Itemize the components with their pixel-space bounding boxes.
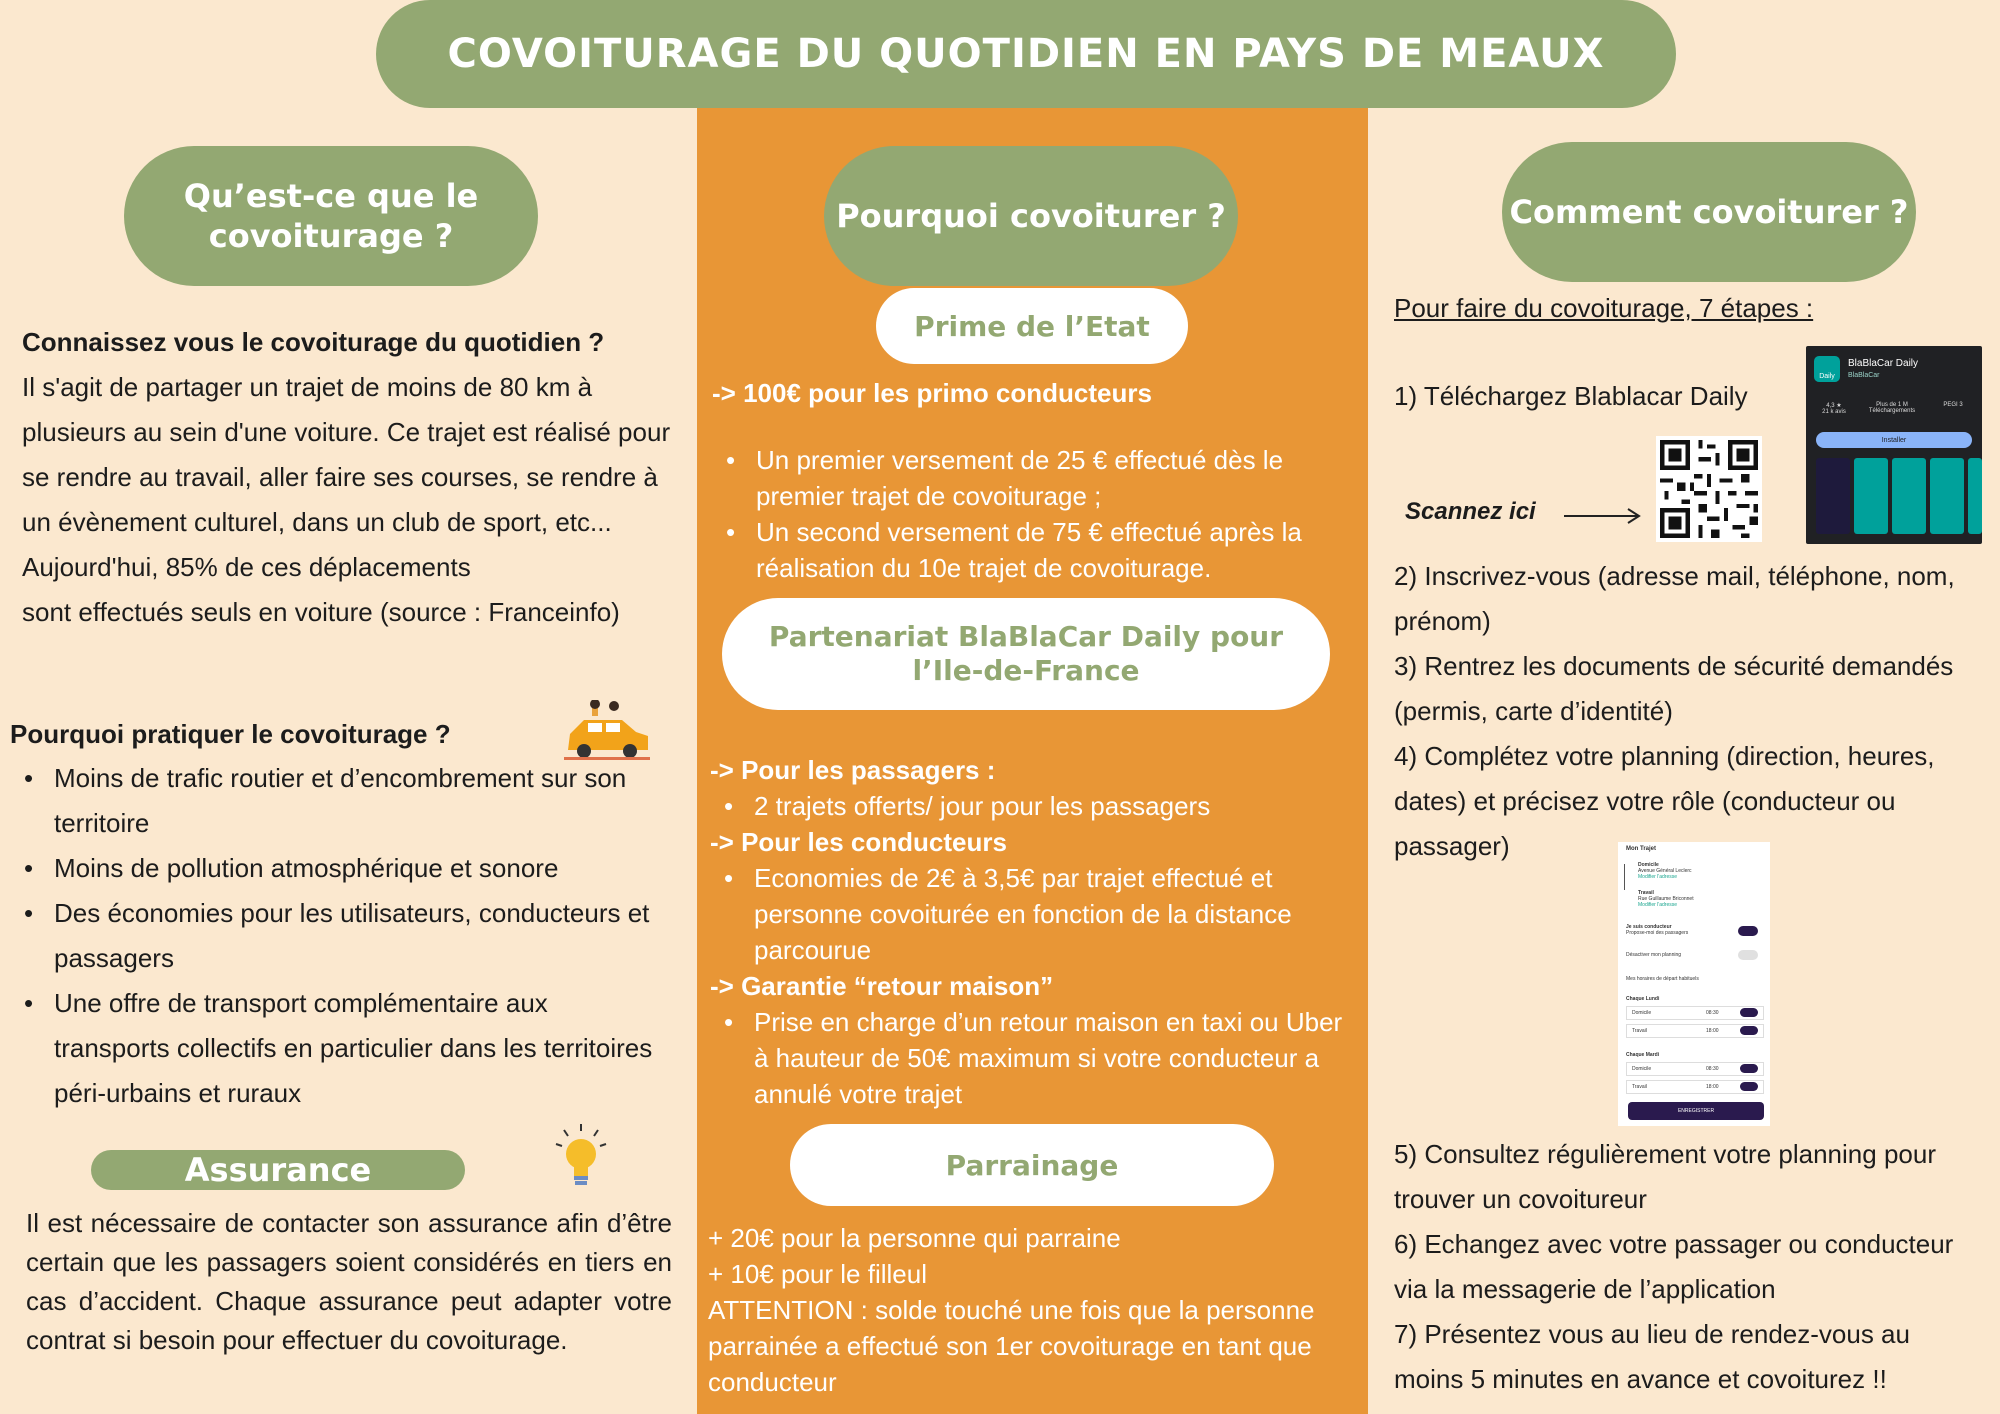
planning-title: Mon Trajet [1626, 846, 1657, 852]
route-line [1624, 864, 1628, 890]
day-1-label: Chaque Lundi [1626, 996, 1660, 1002]
partner-details [710, 752, 1360, 1112]
home-label: Domicile [1638, 862, 1659, 868]
hours-label: Mes horaires de départ habituels [1626, 976, 1699, 982]
slot-toggle[interactable] [1740, 1064, 1758, 1073]
pause-toggle[interactable] [1738, 950, 1758, 960]
assurance-text: Il est nécessaire de contacter son assurance afin d’être certain que les passagers soient considérés en tiers en cas d’accident. Chaque assurance peut adapter votre contrat si besoin pour effectuer du covoiturage. [26, 1208, 672, 1355]
app-name: BlaBlaCar Daily [1848, 358, 1919, 369]
day-2-label: Chaque Mardi [1626, 1052, 1660, 1058]
work-edit-link[interactable]: Modifier l'adresse [1638, 902, 1678, 908]
app-publisher: BlaBlaCar [1848, 372, 1880, 379]
step-6: 6) Echangez avec votre passager ou conducteur via la messagerie de l’application [1394, 1229, 1954, 1304]
arrow-right-icon [1562, 506, 1642, 526]
middle-section-heading: Pourquoi covoiturer ? [824, 146, 1238, 286]
slot-toggle[interactable] [1740, 1026, 1758, 1035]
app-preview [1968, 458, 1982, 534]
prime-lead: -> 100€ pour les primo conducteurs [712, 378, 1152, 408]
intro-question: Connaissez vous le covoiturage du quotidien ? [22, 327, 605, 357]
passengers-list [710, 788, 1360, 824]
left-section-heading: Qu’est-ce que le covoiturage ? [124, 146, 538, 286]
parrainage-heading: Parrainage [790, 1124, 1274, 1206]
drivers-label: -> Pour les conducteurs [710, 827, 1007, 857]
list-item: • Economies de 2€ à 3,5€ par trajet effectué et personne covoiturée en fonction de la distance parcourue [722, 860, 1360, 968]
driver-toggle-label: Je suis conducteur [1626, 924, 1672, 930]
list-item: • 2 trajets offerts/ jour pour les passagers [722, 788, 1360, 824]
slot-label: Domicile [1632, 1066, 1652, 1072]
list-item: • Moins de trafic routier et d’encombrement sur son territoire [22, 756, 662, 846]
home-address: Avenue Général Leclerc [1638, 868, 1692, 874]
right-section-heading: Comment covoiturer ? [1502, 142, 1916, 282]
app-preview [1930, 458, 1964, 534]
planning-screenshot[interactable] [1618, 842, 1770, 1126]
stat-line-1: Aujourd'hui, 85% de ces déplacements [22, 552, 471, 582]
steps-end [1394, 1132, 1984, 1402]
prime-list [724, 442, 1360, 586]
list-item: • Prise en charge d’un retour maison en taxi ou Uber à hauteur de 50€ maximum si votre conducteur a annulé votre trajet [722, 1004, 1360, 1112]
parrainage-line: + 20€ pour la personne qui parraine [708, 1223, 1121, 1253]
step-4: 4) Complétez votre planning (direction, heures, dates) et précisez votre rôle (conducteur ou passager) [1394, 741, 1935, 861]
driver-toggle-sub: Propose-moi des passagers [1626, 930, 1689, 936]
pause-toggle-label: Désactiver mon planning [1626, 952, 1682, 958]
downloads-value: Plus de 1 M [1876, 402, 1908, 408]
list-item: • Moins de pollution atmosphérique et sonore [22, 846, 662, 891]
step-2: 2) Inscrivez-vous (adresse mail, téléphone, nom, prénom) [1394, 561, 1955, 636]
slot-toggle[interactable] [1740, 1008, 1758, 1017]
slot-label: Travail [1632, 1084, 1647, 1090]
qr-code[interactable] [1656, 436, 1762, 542]
downloads-sub: Téléchargements [1868, 408, 1916, 414]
work-address: Rue Guillaume Briconnet [1638, 896, 1694, 902]
list-item: • Une offre de transport complémentaire aux transports collectifs en particulier dans les territoires péri-urbains et ruraux [22, 981, 662, 1116]
slot-toggle[interactable] [1740, 1082, 1758, 1091]
app-downloads [1862, 402, 1922, 414]
parrainage-text [708, 1220, 1360, 1400]
step-1: 1) Téléchargez Blablacar Daily [1394, 381, 1748, 411]
driver-toggle[interactable] [1738, 926, 1758, 936]
prime-heading: Prime de l’Etat [876, 288, 1188, 364]
slot-label: Domicile [1632, 1010, 1652, 1016]
app-rating [1814, 402, 1854, 415]
intro-text: Il s'agit de partager un trajet de moins de 80 km à plusieurs au sein d'une voiture. Ce trajet est réalisé pour se rendre au travail, aller faire ses courses, se rendre à un évènement culturel, dans un club de sport, etc... [22, 372, 671, 537]
list-item: • Des économies pour les utilisateurs, conducteurs et passagers [22, 891, 662, 981]
rating-sub: 21 k avis [1822, 409, 1846, 415]
why-question: Pourquoi pratiquer le covoiturage ? [10, 719, 451, 749]
app-preview [1892, 458, 1926, 534]
lightbulb-icon [554, 1124, 608, 1190]
app-pegi: PEGI 3 [1943, 402, 1963, 408]
step-5: 5) Consultez régulièrement votre planning pour trouver un covoitureur [1394, 1139, 1936, 1214]
slot-label: Travail [1632, 1028, 1647, 1034]
slot-time: 08:30 [1706, 1010, 1719, 1016]
app-preview [1854, 458, 1888, 534]
step-7: 7) Présentez vous au lieu de rendez-vous au moins 5 minutes en avance et covoiturez !! [1394, 1319, 1910, 1394]
work-label: Travail [1638, 890, 1654, 896]
why-list [22, 756, 662, 1116]
scan-label: Scannez ici [1405, 498, 1536, 525]
app-icon [1814, 356, 1840, 382]
guarantee-label: -> Garantie “retour maison” [710, 971, 1054, 1001]
step-3: 3) Rentrez les documents de sécurité demandés (permis, carte d’identité) [1394, 651, 1954, 726]
drivers-list [710, 860, 1360, 968]
app-store-screenshot[interactable] [1806, 346, 1982, 544]
page-title: COVOITURAGE DU QUOTIDIEN EN PAYS DE MEAUX [376, 0, 1676, 108]
app-icon-label: Daily [1819, 373, 1835, 380]
assurance-heading: Assurance [91, 1150, 465, 1190]
partner-heading: Partenariat BlaBlaCar Daily pour l’Ile-de-France [722, 598, 1330, 710]
slot-time: 08:30 [1706, 1066, 1719, 1072]
list-item: • Un second versement de 75 € effectué après la réalisation du 10e trajet de covoiturage. [724, 514, 1360, 586]
left-intro [22, 320, 682, 635]
guarantee-list [710, 1004, 1360, 1112]
slot-time: 18:00 [1706, 1028, 1719, 1034]
save-button[interactable]: ENREGISTRER [1628, 1102, 1764, 1120]
car-illustration-icon [562, 700, 652, 762]
steps-intro: Pour faire du covoiturage, 7 étapes : [1394, 293, 1814, 323]
list-item: • Un premier versement de 25 € effectué dès le premier trajet de covoiturage ; [724, 442, 1360, 514]
parrainage-line: + 10€ pour le filleul [708, 1259, 927, 1289]
app-preview [1816, 458, 1850, 534]
passengers-label: -> Pour les passagers : [710, 755, 996, 785]
slot-time: 18:00 [1706, 1084, 1719, 1090]
home-edit-link[interactable]: Modifier l'adresse [1638, 874, 1678, 880]
install-button[interactable]: Installer [1816, 432, 1972, 448]
rating-value: 4,3 ★ [1826, 403, 1842, 409]
steps-mid [1394, 554, 1984, 869]
parrainage-line: ATTENTION : solde touché une fois que la personne parrainée a effectué son 1er covoiturage en tant que conducteur [708, 1295, 1315, 1397]
stat-line-2: sont effectués seuls en voiture (source : Franceinfo) [22, 597, 620, 627]
